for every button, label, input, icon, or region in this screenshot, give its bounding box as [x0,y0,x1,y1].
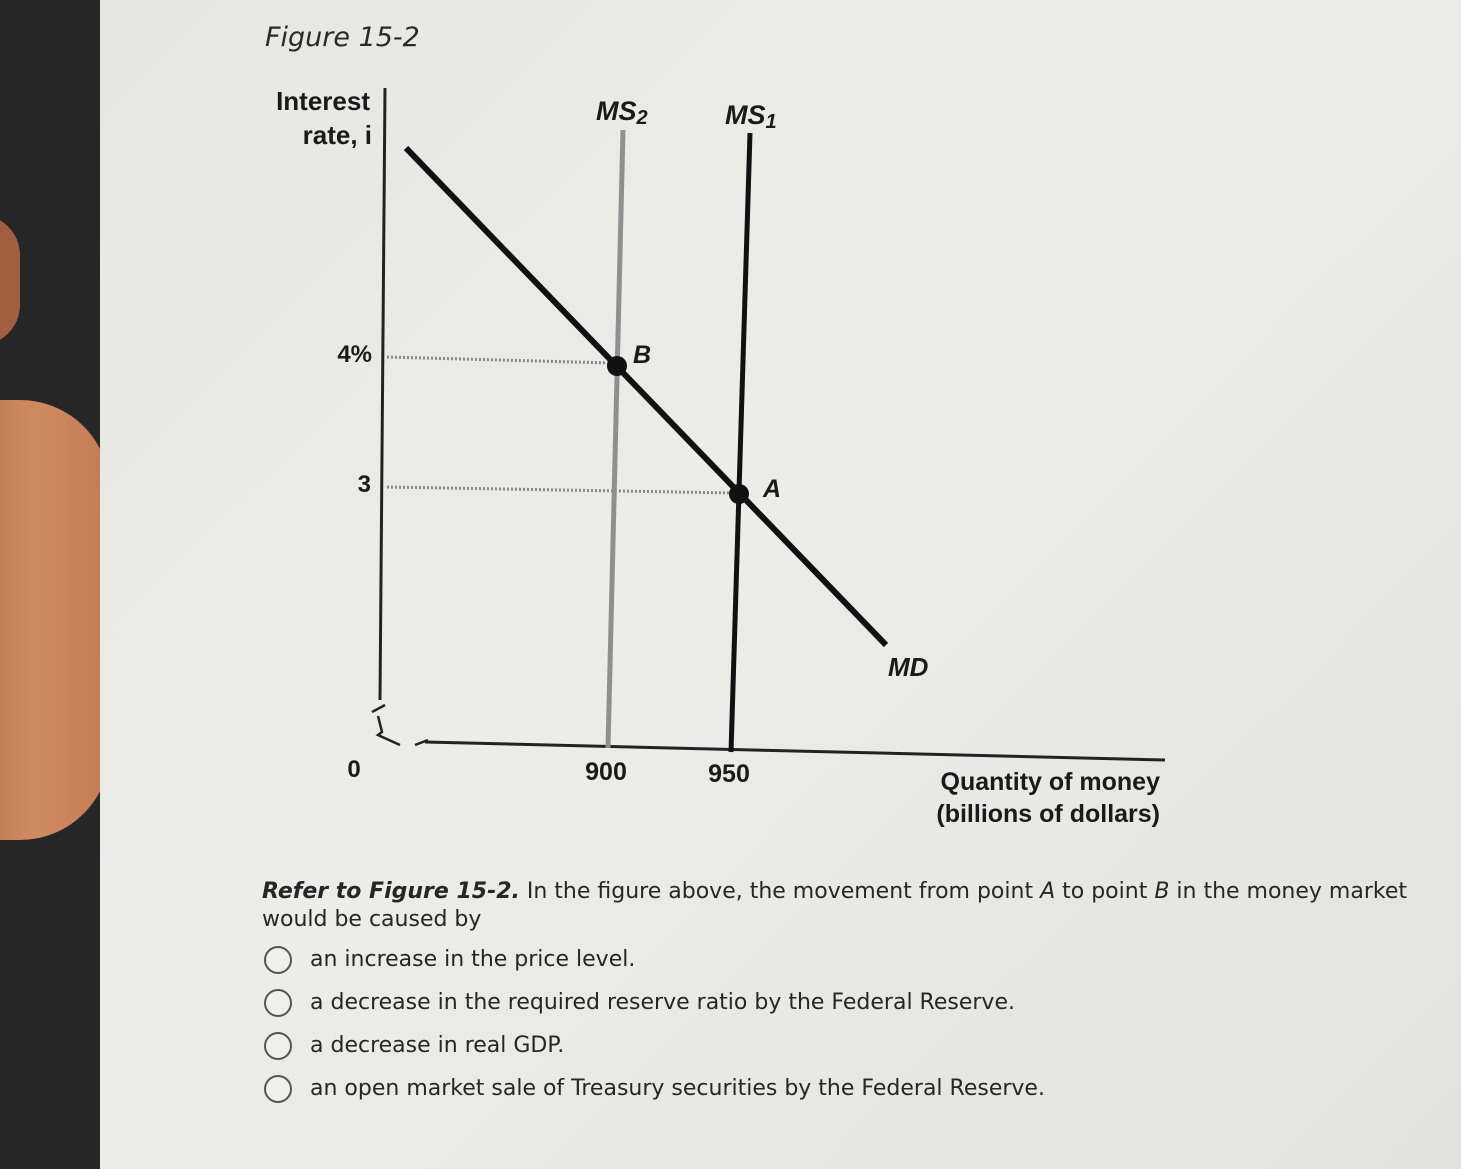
question-ref: Refer to Figure 15-2. [262,879,520,904]
guide-4pct [387,357,612,363]
question-part1: In the figure above, the movement from point [519,879,1041,904]
ms1-label: MS1 [725,100,777,133]
point-b-marker [607,356,627,376]
y-axis-label-line1: Interest [276,86,370,116]
option-label: an increase in the price level. [310,947,636,972]
x-tick-900: 900 [585,758,627,786]
radio-button[interactable] [264,946,292,974]
x-axis-label-line1: Quantity of money [940,768,1160,796]
option-open-market-sale[interactable] [264,1067,1045,1110]
option-real-gdp[interactable] [264,1024,1045,1067]
point-a-label: A [763,475,782,503]
option-price-level[interactable] [264,938,1045,981]
point-a-marker [729,484,749,504]
option-label: a decrease in the required reserve ratio by the Federal Reserve. [310,990,1015,1015]
point-b-label: B [633,341,652,369]
ms2-line [608,130,623,748]
question-point-b: B [1154,879,1170,904]
y-tick-3: 3 [357,471,371,498]
x-axis-label-line2: (billions of dollars) [936,800,1160,828]
y-axis [380,88,385,700]
y-axis-label-line2: rate, i [302,120,372,150]
md-label: MD [888,652,929,682]
radio-button[interactable] [264,1075,292,1103]
figure-title: Figure 15-2 [265,22,420,53]
guide-3pct [387,487,735,493]
x-axis [425,742,1165,760]
option-label: an open market sale of Treasury securities by the Federal Reserve. [310,1076,1045,1101]
radio-button[interactable] [264,989,292,1017]
md-line [406,148,886,645]
question-point-a: A [1040,879,1056,904]
option-reserve-ratio[interactable] [264,981,1045,1024]
question-text [262,878,1442,934]
answer-options [264,938,1045,1110]
question-part2: to point [1055,879,1155,904]
question-part3: in the money market would be caused by [262,879,1408,932]
y-tick-4: 4% [337,341,372,368]
option-label: a decrease in real GDP. [310,1033,565,1058]
axis-break [372,705,428,745]
origin-label: 0 [347,756,361,783]
x-tick-950: 950 [708,760,750,788]
radio-button[interactable] [264,1032,292,1060]
ms1-line [731,133,750,752]
ms2-label: MS2 [596,96,648,129]
